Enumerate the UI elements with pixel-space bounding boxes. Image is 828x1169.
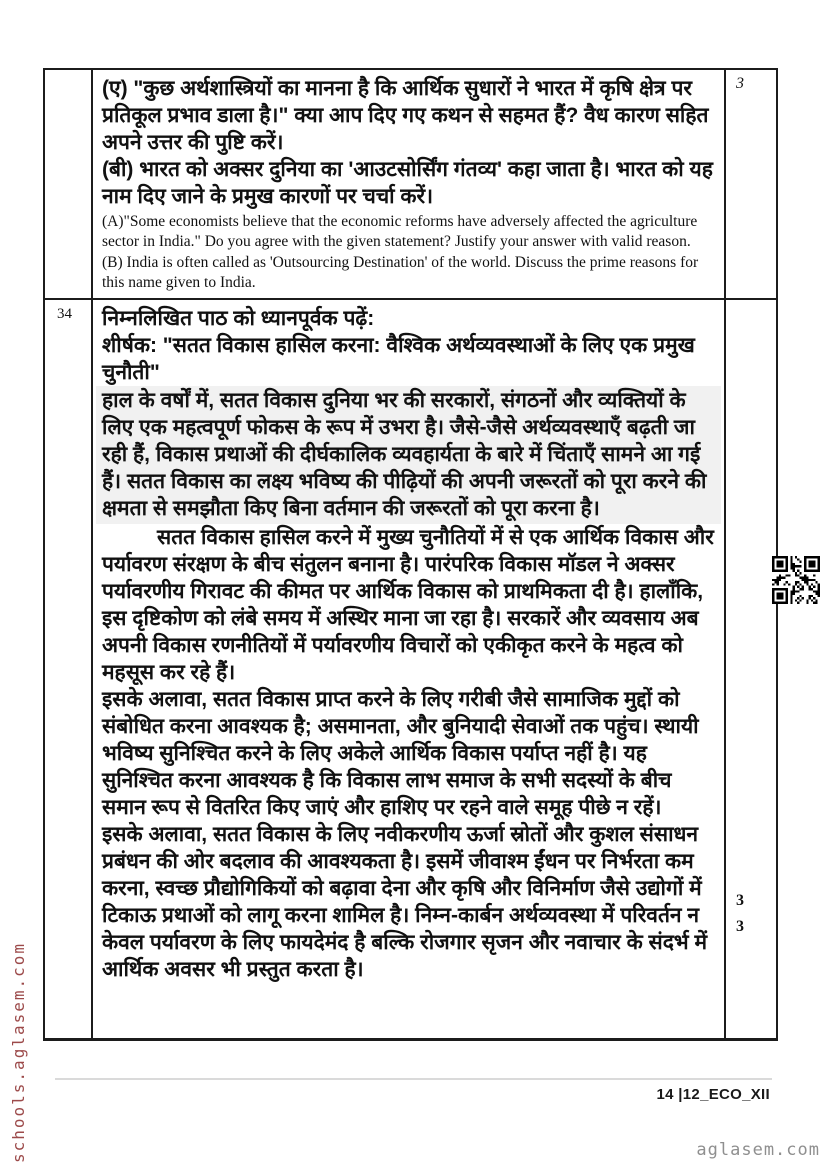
question-content-cell: [93, 300, 724, 1038]
question-number: 34: [57, 306, 72, 322]
question-hindi-part-b: (बी) भारत को अक्सर दुनिया का 'आउटसोर्सिंग गंतव्य' कहा जाता है। भारत को यह नाम दिए जाने के प्रमुख कारणों पर चर्चा करें।: [102, 158, 713, 208]
question-english-part-b: (B) India is often called as 'Outsourcing Destination' of the world. Discuss the prime reasons for this name given to India.: [102, 254, 699, 291]
table-row: [45, 70, 776, 300]
passage-highlighted-paragraph: हाल के वर्षों में, सतत विकास दुनिया भर की सरकारों, संगठनों और व्यक्तियों के लिए एक महत्वपूर्ण फोकस के रूप में उभरा है। जैसे-जैसे अर्थव्यवस्थाएँ बढ़ती जा रही हैं, विकास प्रथाओं की दीर्घकालिक व्यवहार्यता के बारे में चिंताएँ सामने आ गई हैं। सतत विकास का लक्ष्य भविष्य की पीढ़ियों की अपनी जरूरतों को पूरा करने की क्षमता से समझौता किए बिना वर्तमान की जरूरतों को पूरा करना है।: [96, 386, 721, 524]
question-english-part-a: (A)"Some economists believe that the economic reforms have adversely affected the agriculture sector in India." Do you agree with the given statement? Justify your answer with valid reason.: [102, 213, 698, 250]
marks-value: 3: [736, 75, 744, 92]
footer-divider: [55, 1078, 772, 1080]
marks-cell: [724, 70, 776, 298]
question-number-cell: [45, 70, 93, 298]
passage-title: शीर्षक: "सतत विकास हासिल करना: वैश्विक अर्थव्यवस्थाओं के लिए एक प्रमुख चुनौती": [102, 334, 695, 384]
passage-paragraph-4: इसके अलावा, सतत विकास के लिए नवीकरणीय ऊर्जा स्रोतों और कुशल संसाधन प्रबंधन की ओर बदलाव की आवश्यकता है। इसमें जीवाश्म ईंधन पर निर्भरता कम करना, स्वच्छ प्रौद्योगिकियों को बढ़ावा देना और कृषि और विनिर्माण जैसे उद्योगों में टिकाऊ प्रथाओं को लागू करना शामिल है। निम्न-कार्बन अर्थव्यवस्था में परिवर्तन न केवल पर्यावरण के लिए फायदेमंद है बल्कि रोजगार सृजन और नवाचार के संदर्भ में आर्थिक अवसर भी प्रस्तुत करता है।: [102, 823, 708, 981]
passage-paragraph-3: इसके अलावा, सतत विकास प्राप्त करने के लिए गरीबी जैसे सामाजिक मुद्दों को संबोधित करना आवश्यक है; असमानता, और बुनियादी सेवाओं तक पहुंच। स्थायी भविष्य सुनिश्चित करने के लिए अकेले आर्थिक विकास पर्याप्त नहीं है। यह सुनिश्चित करना आवश्यक है कि विकास लाभ समाज के सभी सदस्यों के बीच समान रूप से वितरित किए जाएं और हाशिए पर रहने वाले समूह पीछे न रहें।: [102, 688, 699, 819]
table-row: [45, 300, 776, 1038]
question-number-cell: [45, 300, 93, 1038]
passage-intro: निम्नलिखित पाठ को ध्यानपूर्वक पढ़ें:: [102, 307, 375, 330]
marks-cell: [724, 300, 776, 1038]
bottom-right-watermark: aglasem.com: [696, 1140, 820, 1160]
left-watermark: schools.aglasem.com: [9, 941, 28, 1163]
question-table: [43, 68, 778, 1041]
footer-page-label: 14 |12_ECO_XII: [656, 1086, 770, 1103]
qr-code: [772, 556, 820, 604]
question-content-cell: [93, 70, 724, 298]
marks-value-2: 3: [736, 918, 744, 935]
passage-paragraph-2: सतत विकास हासिल करने में मुख्य चुनौतियों में से एक आर्थिक विकास और पर्यावरण संरक्षण के बीच संतुलन बनाना है। पारंपरिक विकास मॉडल ने अक्सर पर्यावरणीय गिरावट की कीमत पर आर्थिक विकास को प्राथमिकता दी है। हालाँकि, इस दृष्टिकोण को लंबे समय में अस्थिर माना जा रहा है। सरकारें और व्यवसाय अब अपनी विकास रणनीतियों में पर्यावरणीय विचारों को एकीकृत करने के महत्व को महसूस कर रहे हैं।: [102, 526, 714, 684]
question-hindi-part-a: (ए) "कुछ अर्थशास्त्रियों का मानना है कि आर्थिक सुधारों ने भारत में कृषि क्षेत्र पर प्रतिकूल प्रभाव डाला है।" क्या आप दिए गए कथन से सहमत हैं? वैध कारण सहित अपने उत्तर की पुष्टि करें।: [102, 77, 709, 154]
marks-value-1: 3: [736, 892, 744, 909]
qr-code-icon: [772, 556, 820, 604]
